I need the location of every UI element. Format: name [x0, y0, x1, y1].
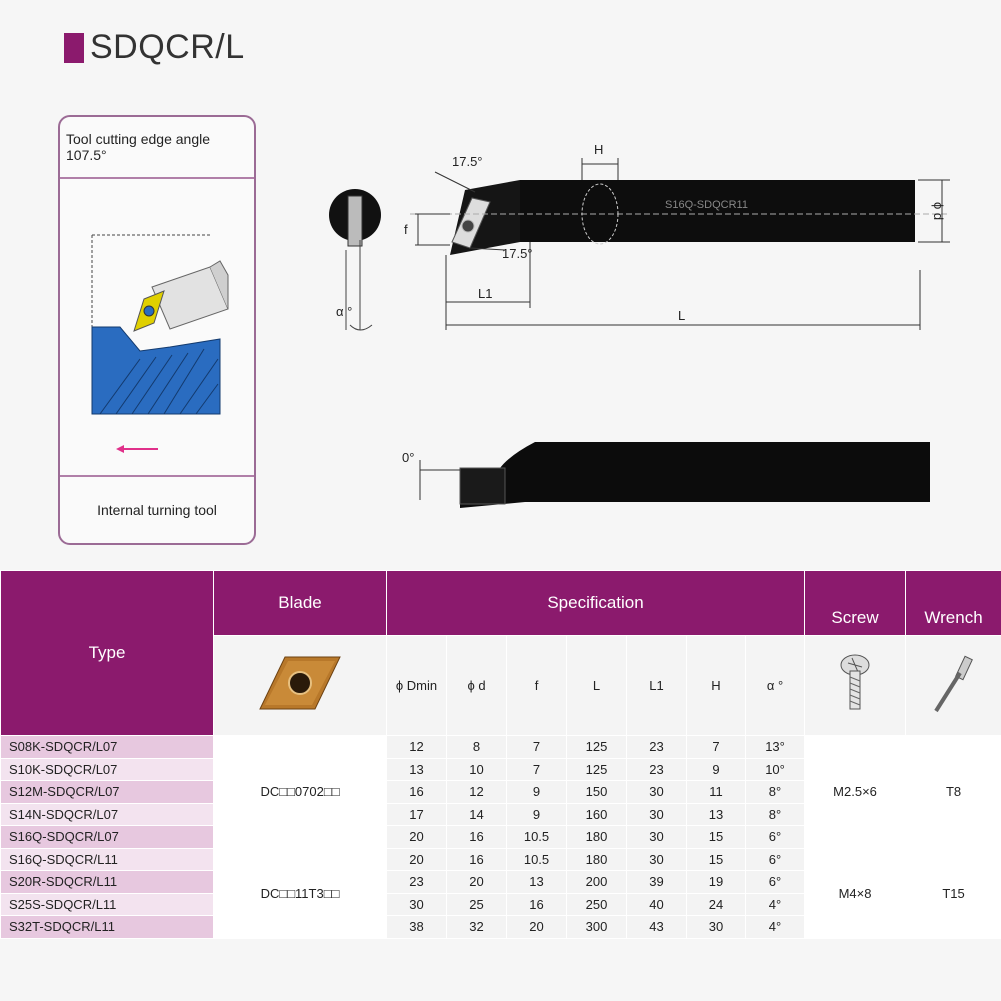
value-cell: 17 — [387, 803, 447, 826]
card-bottom-label: Internal turning tool — [60, 475, 254, 543]
col-header: L — [567, 636, 627, 736]
tool-shank — [520, 180, 915, 242]
col-header: α ° — [746, 636, 805, 736]
title-marker — [64, 33, 84, 63]
value-cell: 25 — [447, 893, 507, 916]
type-cell: S08K-SDQCR/L07 — [1, 736, 214, 759]
value-cell: 12 — [447, 781, 507, 804]
angle-bottom-label: 17.5° — [502, 246, 533, 261]
value-cell: 16 — [387, 781, 447, 804]
wrench-header: Wrench — [906, 571, 1001, 636]
value-cell: 14 — [447, 803, 507, 826]
value-cell: 10 — [447, 758, 507, 781]
wrench-icon — [924, 649, 984, 719]
d-label: ϕ d — [931, 202, 946, 221]
value-cell: 200 — [567, 871, 627, 894]
value-cell: 20 — [447, 871, 507, 894]
type-cell: S16Q-SDQCR/L07 — [1, 826, 214, 849]
angle-top-label: 17.5° — [452, 154, 483, 169]
value-cell: 30 — [387, 893, 447, 916]
value-cell: 32 — [447, 916, 507, 939]
value-cell: 8 — [447, 736, 507, 759]
screw-cell: M4×8 — [805, 848, 906, 938]
blade-header: Blade — [214, 571, 387, 636]
value-cell: 9 — [687, 758, 746, 781]
blade-code-cell: DC□□0702□□ — [214, 736, 387, 849]
page-title: SDQCR/L — [90, 28, 245, 66]
screw-icon-cell — [805, 636, 906, 736]
wrench-cell: T15 — [906, 848, 1001, 938]
col-header: f — [507, 636, 567, 736]
value-cell: 13 — [387, 758, 447, 781]
value-cell: 20 — [387, 848, 447, 871]
shank-marking: S16Q-SDQCR11 — [665, 199, 748, 211]
title-block — [64, 28, 245, 67]
type-cell: S20R-SDQCR/L11 — [1, 871, 214, 894]
table-row — [1, 736, 1001, 759]
value-cell: 16 — [447, 826, 507, 849]
value-cell: 10.5 — [507, 826, 567, 849]
value-cell: 23 — [627, 736, 687, 759]
value-cell: 10.5 — [507, 848, 567, 871]
value-cell: 16 — [507, 893, 567, 916]
value-cell: 12 — [387, 736, 447, 759]
l-label: L — [678, 308, 686, 323]
value-cell: 300 — [567, 916, 627, 939]
value-cell: 9 — [507, 803, 567, 826]
value-cell: 180 — [567, 826, 627, 849]
value-cell: 6° — [746, 871, 805, 894]
type-cell: S16Q-SDQCR/L11 — [1, 848, 214, 871]
col-header: ϕ Dmin — [387, 636, 447, 736]
specification-header: Specification — [387, 571, 805, 636]
value-cell: 24 — [687, 893, 746, 916]
type-header: Type — [1, 571, 214, 736]
blade-code-cell: DC□□11T3□□ — [214, 848, 387, 938]
value-cell: 30 — [627, 848, 687, 871]
type-cell: S14N-SDQCR/L07 — [1, 803, 214, 826]
value-cell: 38 — [387, 916, 447, 939]
blade-icon-cell — [214, 636, 387, 736]
end-view — [329, 189, 381, 330]
value-cell: 43 — [627, 916, 687, 939]
value-cell: 4° — [746, 916, 805, 939]
value-cell: 30 — [627, 803, 687, 826]
value-cell: 30 — [627, 781, 687, 804]
h-label: H — [594, 142, 604, 157]
value-cell: 7 — [507, 758, 567, 781]
value-cell: 16 — [447, 848, 507, 871]
value-cell: 8° — [746, 803, 805, 826]
value-cell: 23 — [387, 871, 447, 894]
value-cell: 6° — [746, 826, 805, 849]
card-top-label: Tool cutting edge angle 107.5° — [60, 117, 254, 179]
l1-label: L1 — [478, 286, 493, 301]
value-cell: 10° — [746, 758, 805, 781]
value-cell: 23 — [627, 758, 687, 781]
value-cell: 180 — [567, 848, 627, 871]
value-cell: 11 — [687, 781, 746, 804]
tool-angle-card — [58, 115, 256, 545]
col-header: ϕ d — [447, 636, 507, 736]
value-cell: 13 — [687, 803, 746, 826]
value-cell: 30 — [687, 916, 746, 939]
angle-zero-label: 0° — [402, 450, 415, 465]
screw-header: Screw — [805, 571, 906, 636]
value-cell: 20 — [507, 916, 567, 939]
col-header: H — [687, 636, 746, 736]
value-cell: 4° — [746, 893, 805, 916]
screw-icon — [830, 649, 880, 719]
value-cell: 250 — [567, 893, 627, 916]
value-cell: 160 — [567, 803, 627, 826]
value-cell: 13 — [507, 871, 567, 894]
type-cell: S32T-SDQCR/L11 — [1, 916, 214, 939]
value-cell: 125 — [567, 758, 627, 781]
value-cell: 30 — [627, 826, 687, 849]
alpha-label: α ° — [336, 304, 353, 319]
specification-table — [0, 570, 1001, 939]
tool-technical-drawing — [320, 130, 960, 530]
value-cell: 7 — [507, 736, 567, 759]
value-cell: 39 — [627, 871, 687, 894]
insert-blade-icon — [255, 649, 345, 719]
type-cell: S25S-SDQCR/L11 — [1, 893, 214, 916]
value-cell: 125 — [567, 736, 627, 759]
value-cell: 8° — [746, 781, 805, 804]
internal-turning-illustration — [60, 179, 254, 475]
side-view — [402, 442, 930, 508]
table-row — [1, 848, 1001, 871]
value-cell: 40 — [627, 893, 687, 916]
value-cell: 15 — [687, 826, 746, 849]
value-cell: 6° — [746, 848, 805, 871]
col-header: L1 — [627, 636, 687, 736]
value-cell: 15 — [687, 848, 746, 871]
f-label: f — [404, 222, 408, 237]
type-cell: S10K-SDQCR/L07 — [1, 758, 214, 781]
value-cell: 20 — [387, 826, 447, 849]
wrench-cell: T8 — [906, 736, 1001, 849]
value-cell: 7 — [687, 736, 746, 759]
value-cell: 13° — [746, 736, 805, 759]
screw-cell: M2.5×6 — [805, 736, 906, 849]
value-cell: 19 — [687, 871, 746, 894]
value-cell: 150 — [567, 781, 627, 804]
value-cell: 9 — [507, 781, 567, 804]
type-cell: S12M-SDQCR/L07 — [1, 781, 214, 804]
wrench-icon-cell — [906, 636, 1001, 736]
